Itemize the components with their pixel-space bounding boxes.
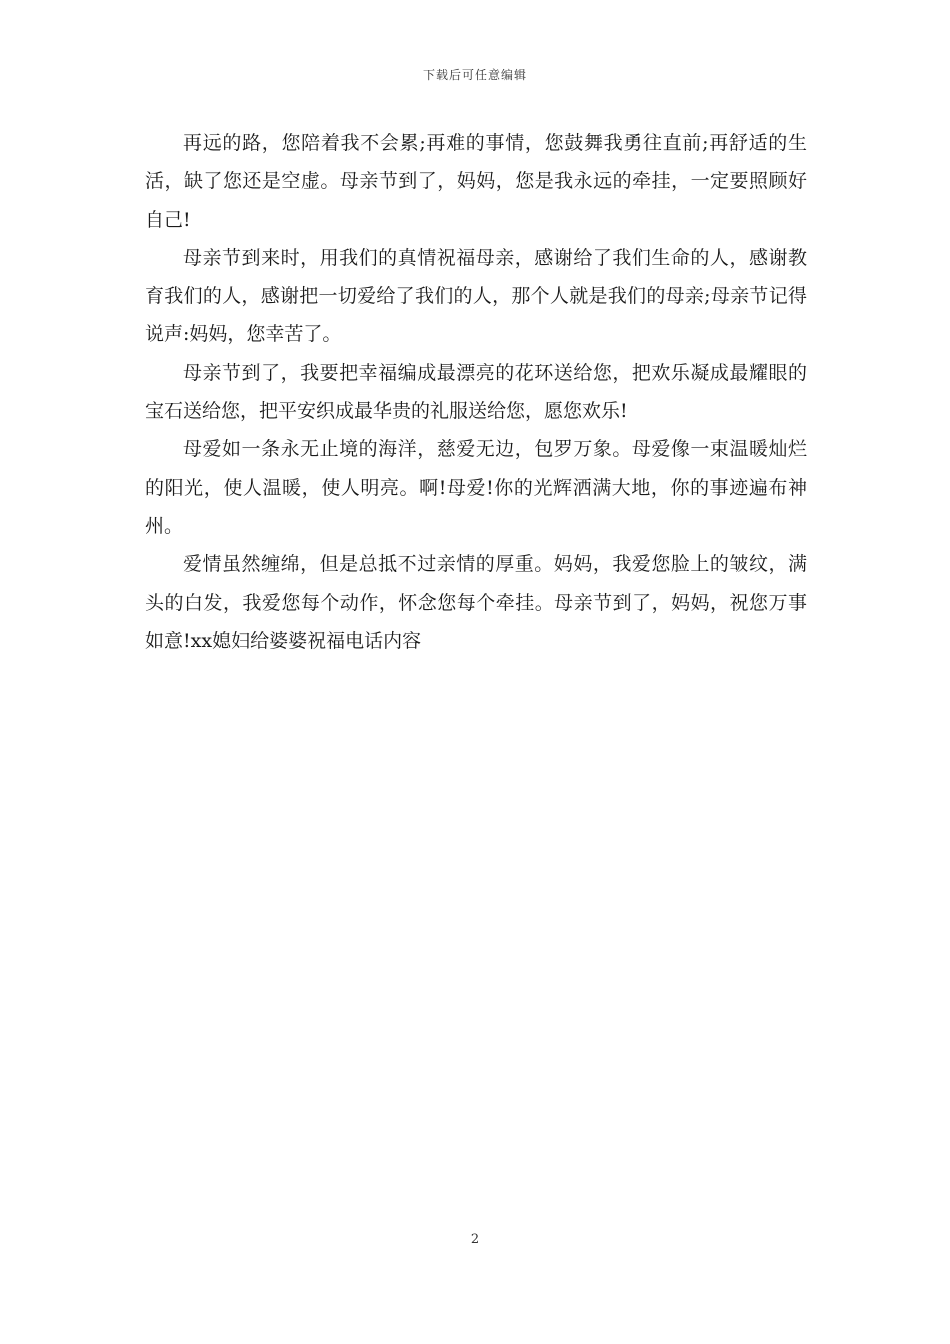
paragraph: 母爱如一条永无止境的海洋，慈爱无边，包罗万象。母爱像一束温暖灿烂的阳光，使人温暖，使人明亮。啊!母爱!你的光辉洒满大地，你的事迹遍布神州。 — [145, 438, 807, 537]
page-header-note: 下载后可任意编辑 — [422, 68, 527, 82]
page-number: 2 — [470, 1232, 480, 1247]
paragraph: 爱情虽然缠绵，但是总抵不过亲情的厚重。妈妈，我爱您脸上的皱纹，满头的白发，我爱您每个动作，怀念您每个牵挂。母亲节到了，妈妈，祝您万事如意!xx媳妇给婆婆祝福电话内容 — [145, 553, 807, 652]
document-body — [145, 124, 807, 660]
paragraph: 再远的路，您陪着我不会累;再难的事情，您鼓舞我勇往直前;再舒适的生活，缺了您还是空虚。母亲节到了，妈妈，您是我永远的牵挂，一定要照顾好自己! — [145, 132, 807, 231]
paragraph: 母亲节到了，我要把幸福编成最漂亮的花环送给您，把欢乐凝成最耀眼的宝石送给您，把平安织成最华贵的礼服送给您，愿您欢乐! — [145, 361, 807, 423]
paragraph: 母亲节到来时，用我们的真情祝福母亲，感谢给了我们生命的人，感谢教育我们的人，感谢把一切爱给了我们的人，那个人就是我们的母亲;母亲节记得说声:妈妈，您幸苦了。 — [145, 246, 807, 346]
